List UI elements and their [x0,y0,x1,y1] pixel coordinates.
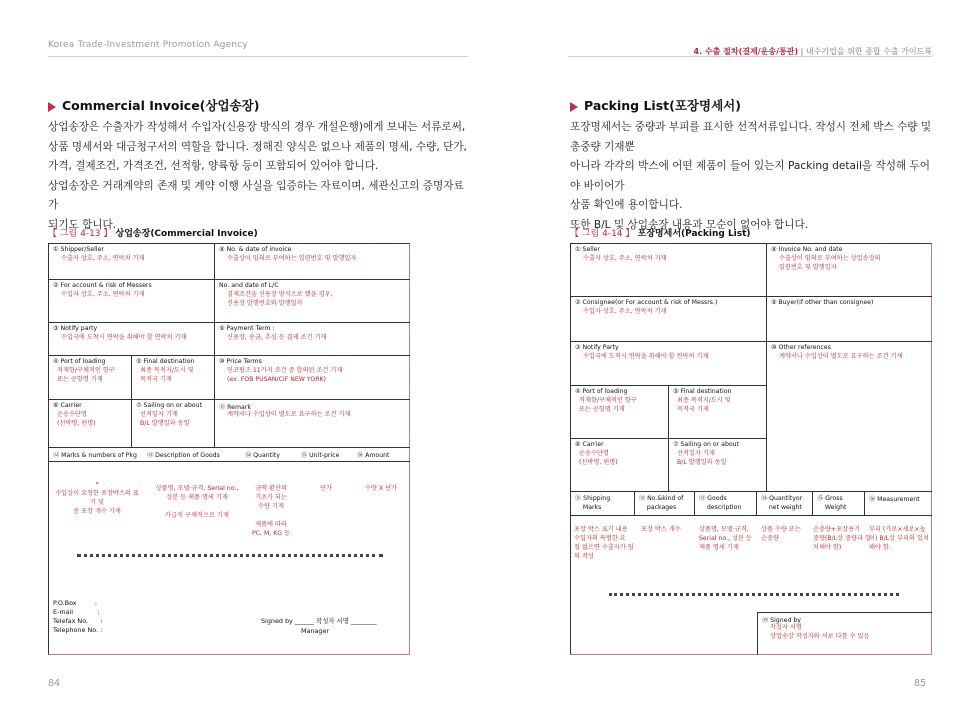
ci-payment [215,323,410,356]
pl-h-packages [635,492,695,516]
cell-label: ⑭ Quantityor net weight [761,495,803,511]
left-section-title [48,96,259,114]
ci-h-marks: ⑫ Marks & numbers of Pkg [53,452,137,459]
ci-body-unit: 단가 [320,485,332,492]
left-para-line: 되기도 합니다. [48,218,117,231]
pl-b-gross: 순중량+포장용기 중량(B/L상 중량과 일 치해야 함) [813,526,871,551]
header-agency: Korea Trade-Investment Promotion Agency [48,40,248,50]
cell-label: ⑥ Carrier [575,441,604,448]
right-para-line: 상품 확인에 용이합니다. [570,199,683,211]
cell-label: ⑦ Sailing on or about [673,441,740,448]
cell-label: ⑬ Goods description [699,495,742,511]
cell-label: ⑲ Signed by [762,617,801,624]
cell-label: ③ Notify Party [575,344,619,351]
pl-h-goods [695,492,757,516]
cell-label: ⑩ Other references [771,344,831,351]
pl-b-measurement: 부피 (가로×세로×높 이) B/L상 부피와 일치 해야 함. [869,526,929,551]
cell-label: ① Seller [575,246,601,253]
cell-label: ④ Port of loading [575,388,628,395]
cell-value: 계약서나 수입상이 별도로 요구하는 조건 기재 [779,353,903,360]
ci-shipper [49,244,215,280]
ci-account [49,280,215,323]
ci-body-amt: 수량 X 단가 [364,485,398,492]
ci-goods-header [49,448,410,462]
pl-buyer [767,297,932,342]
pl-b-packages: 포장 박스 개수 [641,526,681,533]
packing-list-form [570,243,932,655]
ci-body-desc: 상품명, 모델·규격, Serial no., 성분 등 제품 명세 기재 가급적 구체적으로 기재 [155,485,239,519]
pl-signed [757,612,932,655]
ci-carrier [49,400,132,448]
cell-value: 결제조건을 신용장 방식으로 했을 경우, 신용장 발행번호와 발행일자 [227,291,333,307]
cell-label: ⑧ No. & date of invoice [219,246,292,253]
ci-port [49,356,132,400]
cell-label: ⑨ Buyer(if other than consignee) [771,299,874,306]
left-title-text: Commercial Invoice(상업송장) [62,98,260,113]
ci-h-desc: ⑬ Description of Goods [147,452,220,459]
ci-body-marks: * 수입상이 요청한 포장박스의 표 기 및 총 포장 개수 기재 [55,481,139,515]
right-figure-number: 【 그림 4-14 】 [570,229,635,239]
pl-b-goods: 상품명, 모델·규격, Serial no., 성분 등 제품 명세 기재 [699,526,752,551]
header-rule-left [48,56,468,57]
ci-h-qty: ⑭ Quantity [245,452,280,459]
cell-label: ⑦ Sailing on or about [136,402,203,409]
right-body [570,118,940,235]
pl-divider-dotted [609,593,899,600]
pl-h-quantity [757,492,813,516]
cell-value: 적재항/구체적인 항구 또는 공항명 기재 [57,367,115,383]
ci-manager: Manager [301,627,330,635]
cell-value: 작성자 서명 상업송장 작성자와 서로 다를 수 있음 [770,624,870,640]
ci-h-amt: ⑯ Amount [357,452,390,459]
left-figure-caption [48,226,258,239]
triangle-icon [570,102,578,112]
left-figure-number: 【 그림 4-13 】 [48,229,113,239]
pl-h-gross [813,492,865,516]
pl-notify [571,342,767,386]
pl-b-marks: 포장 박스 표기 내용 수입자의 특별한 요 청 없으면 수출자가 임 의 작성 [574,526,634,560]
left-para-line: 상품 명세서와 대금청구서의 역할을 합니다. 정해진 양식은 없으나 제품의 명세, 수량, 단가, [48,140,467,153]
triangle-icon [48,102,56,112]
cell-value: 수출상이 임의로 부여하는 상업송장의 일련번호 및 발행일자 [779,255,881,271]
ci-price-terms [215,356,410,400]
cell-label: ⑪ Remark [219,404,251,411]
pl-sailing [669,439,767,492]
cell-label: ② Consignee(or For account & risk of Messrs.) [575,299,718,306]
right-para-line: 아니라 각각의 박스에 어떤 제품이 들어 있는지 Packing detail을 작성해 두어야 바이어가 [570,160,931,192]
commercial-invoice-form [48,243,410,655]
ci-lc [215,280,410,323]
header-sep: | [798,47,806,56]
left-figure-title: 상업송장(Commercial Invoice) [115,229,258,239]
cell-value: 수출자 상호, 주소, 연락처 기재 [583,255,667,262]
right-para-line: 포장명세서는 중량과 부피를 표시한 선적서류입니다. 작성시 전체 박스 수량 및 총중량 기재뿐 [570,121,932,153]
cell-value: 최종 목적지/도시 및 목적국 기재 [140,367,194,383]
cell-value: 수입자 상호, 주소, 연락처 기재 [583,308,667,315]
cell-label: ⑫ No.&kind of packages [639,495,684,511]
cell-label: ⑨ Payment Term : [219,325,275,332]
pl-b-quantity: 상품 수량 또는 순중량 [761,526,801,542]
pl-seller [571,244,767,297]
cell-label: ⑪ Shipping Marks [575,495,611,511]
ci-sailing [132,400,215,448]
left-body [48,118,468,235]
cell-value: 수입자 상호, 주소, 연락처 기재 [61,291,145,298]
pl-h-marks [571,492,635,516]
ci-destination [132,356,215,400]
cell-value: 수출상이 임의로 부여하는 일련번호 및 발행일자 [227,255,357,262]
ci-contact-block: P.O.Box : E-mail : Telefax No. : Telephone No. : [53,599,103,634]
page-number-right: 85 [914,678,927,689]
cell-label: ⑩ Price Terms [219,358,262,365]
cell-value: 계약서나 수입상이 별도로 요구하는 조건 기재 [227,411,351,418]
pl-destination [669,386,767,439]
ci-signed-by: Signed by ______ 작성자 서명 ________ [261,617,377,625]
header-book-title: 내수기업을 위한 종합 수출 가이드북 [805,47,932,56]
ci-notify [49,323,215,356]
right-section-title [570,96,741,114]
cell-value: 최종 목적지/도시 및 목적국 기재 [677,397,731,413]
pl-invoice [767,244,932,297]
ci-h-unit: ⑮ Unit-price [301,452,340,459]
cell-value: 신용장, 송금, 추심 등 결제 조건 기재 [227,334,327,341]
cell-value: 수입국에 도착시 연락을 취해야 할 연락처 기재 [61,334,187,341]
ci-invoice-no [215,244,410,280]
right-figure-title: 포장명세서(Packing List) [637,229,751,239]
pl-carrier [571,439,669,492]
ci-body-qty: 금액 환산의 기초가 되는 수량 기재 제품에 따라 PC, M, KG 등 [251,485,291,537]
pl-other-references [767,342,932,492]
cell-value: 운송수단명 (선박명, 편명) [57,411,96,427]
cell-label: ② For account & risk of Messers [53,282,152,289]
cell-value: 적재항/구체적인 항구 또는 공항명 기재 [579,397,637,413]
ci-divider-dotted [77,554,383,561]
left-para-line: 가격, 결제조건, 가격조건, 선적항, 양륙항 등이 포함되어 있어야 합니다. [48,160,379,172]
ci-remark [215,400,410,448]
header-rule-right [568,56,932,57]
pl-port [571,386,669,439]
cell-value: 인코텀즈 11가지 조건 중 합의된 조건 기재 (ex. FOB PUSAN/CIF NEW YORK) [227,367,343,383]
pl-h-measurement [865,492,932,516]
cell-label: ⑥ Carrier [53,402,82,409]
cell-label: ⑧ Invoice No. and date [771,246,843,253]
right-para-line: 또한 B/L 및 상업송장 내용과 모순이 없어야 합니다. [570,218,809,231]
cell-value: 운송수단명 (선박명, 편명) [579,450,618,466]
cell-label: ⑤ Final destination [673,388,732,395]
page-number-left: 84 [48,678,61,689]
pl-consignee [571,297,767,342]
cell-value: 선적일자 기재 B/L 발행일과 동일 [677,450,727,466]
cell-value: 수출자 상호, 주소, 연락처 기재 [61,255,145,262]
left-para-line: 상업송장은 수출자가 작성해서 수입자(신용장 방식의 경우 개설은행)에게 보내는 서류로써, [48,121,466,133]
cell-label: ⑯ Measurement [869,496,920,503]
cell-label: ⑮ Gross Weight [817,495,847,511]
cell-value: 수입국에 도착시 연락을 취해야 할 연락처 기재 [583,353,709,360]
cell-label: ⑤ Final destination [136,358,195,365]
right-figure-caption [570,226,751,239]
header-chapter-accent: 4. 수출 절차(결제/운송/통관) [693,47,799,56]
left-para-line: 상업송장은 거래계약의 존재 및 계약 이행 사실을 입증하는 자료이며, 세관신고의 증명자료가 [48,179,464,211]
cell-label: No. and date of L/C [219,282,279,289]
cell-label: ④ Port of loading [53,358,106,365]
cell-label: ③ Notify party [53,325,98,332]
right-title-text: Packing List(포장명세서) [584,98,741,113]
cell-label: ① Shipper/Seller [53,246,104,253]
cell-value: 선적일자 기재 B/L 발행일과 동일 [140,411,190,427]
